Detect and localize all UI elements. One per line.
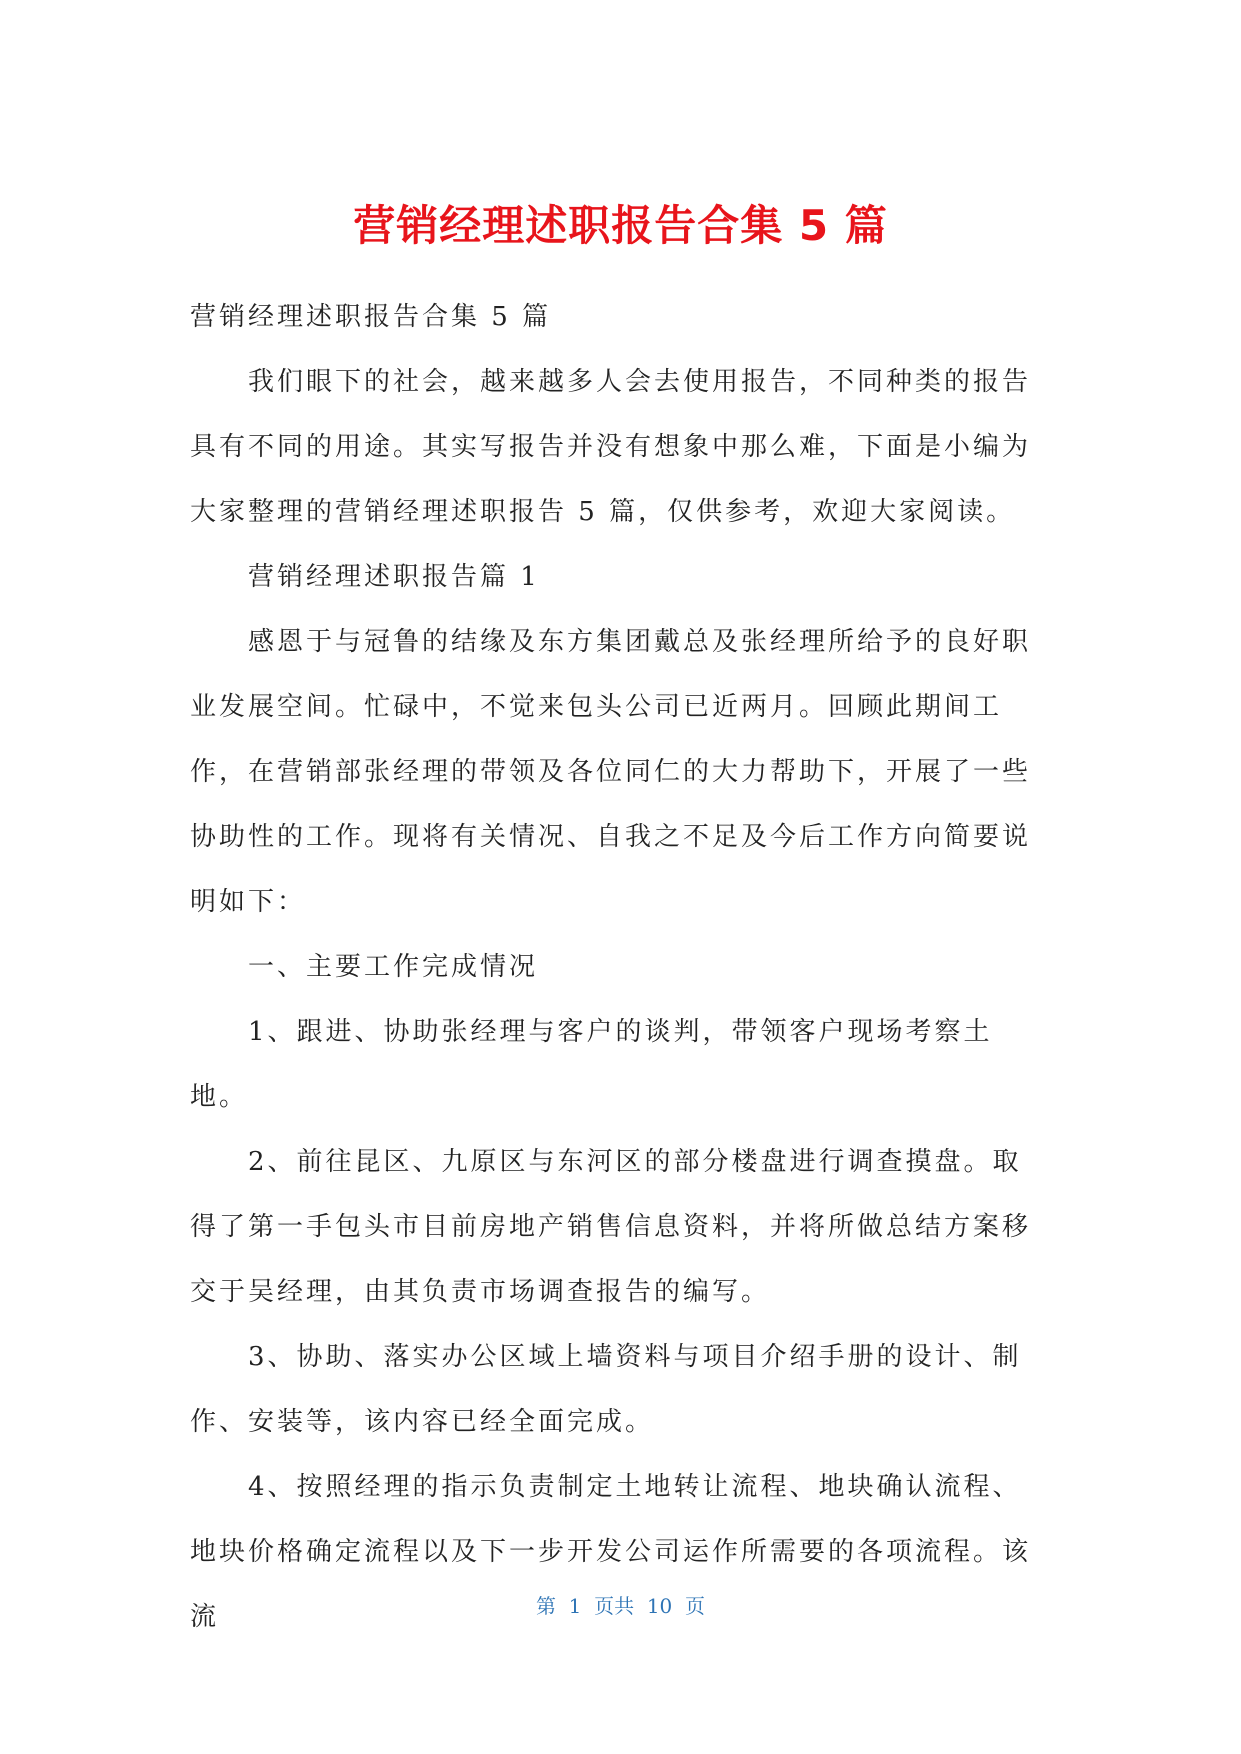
section-heading-main-work: 一、主要工作完成情况 (248, 952, 539, 982)
list-item-3: 3、协助、落实办公区域上墙资料与项目介绍手册的设计、制作、安装等，该内容已经全面完成。 (190, 1342, 1022, 1437)
section-heading-report-1: 营销经理述职报告篇 1 (248, 562, 540, 592)
document-body (190, 285, 1050, 1650)
paragraph-gratitude: 感恩于与冠鲁的结缘及东方集团戴总及张经理所给予的良好职业发展空间。忙碌中，不觉来包头公司已近两月。回顾此期间工作，在营销部张经理的带领及各位同仁的大力帮助下，开展了一些协助性的工作。现将有关情况、自我之不足及今后工作方向简要说明如下： (190, 627, 1032, 917)
document-subtitle: 营销经理述职报告合集 5 篇 (190, 302, 552, 332)
list-item-4: 4、按照经理的指示负责制定土地转让流程、地块确认流程、地块价格确定流程以及下一步开发公司运作所需要的各项流程。该流 (190, 1472, 1032, 1632)
list-item-2: 2、前往昆区、九原区与东河区的部分楼盘进行调查摸盘。取得了第一手包头市目前房地产销售信息资料，并将所做总结方案移交于吴经理，由其负责市场调查报告的编写。 (190, 1147, 1032, 1307)
page-number-footer: 第 1 页共 10 页 (535, 1594, 706, 1618)
document-title: 营销经理述职报告合集 5 篇 (353, 201, 888, 250)
list-item-1: 1、跟进、协助张经理与客户的谈判，带领客户现场考察土地。 (190, 1017, 993, 1112)
paragraph-intro: 我们眼下的社会，越来越多人会去使用报告，不同种类的报告具有不同的用途。其实写报告并没有想象中那么难，下面是小编为大家整理的营销经理述职报告 5 篇，仅供参考，欢迎大家阅读。 (190, 367, 1032, 527)
